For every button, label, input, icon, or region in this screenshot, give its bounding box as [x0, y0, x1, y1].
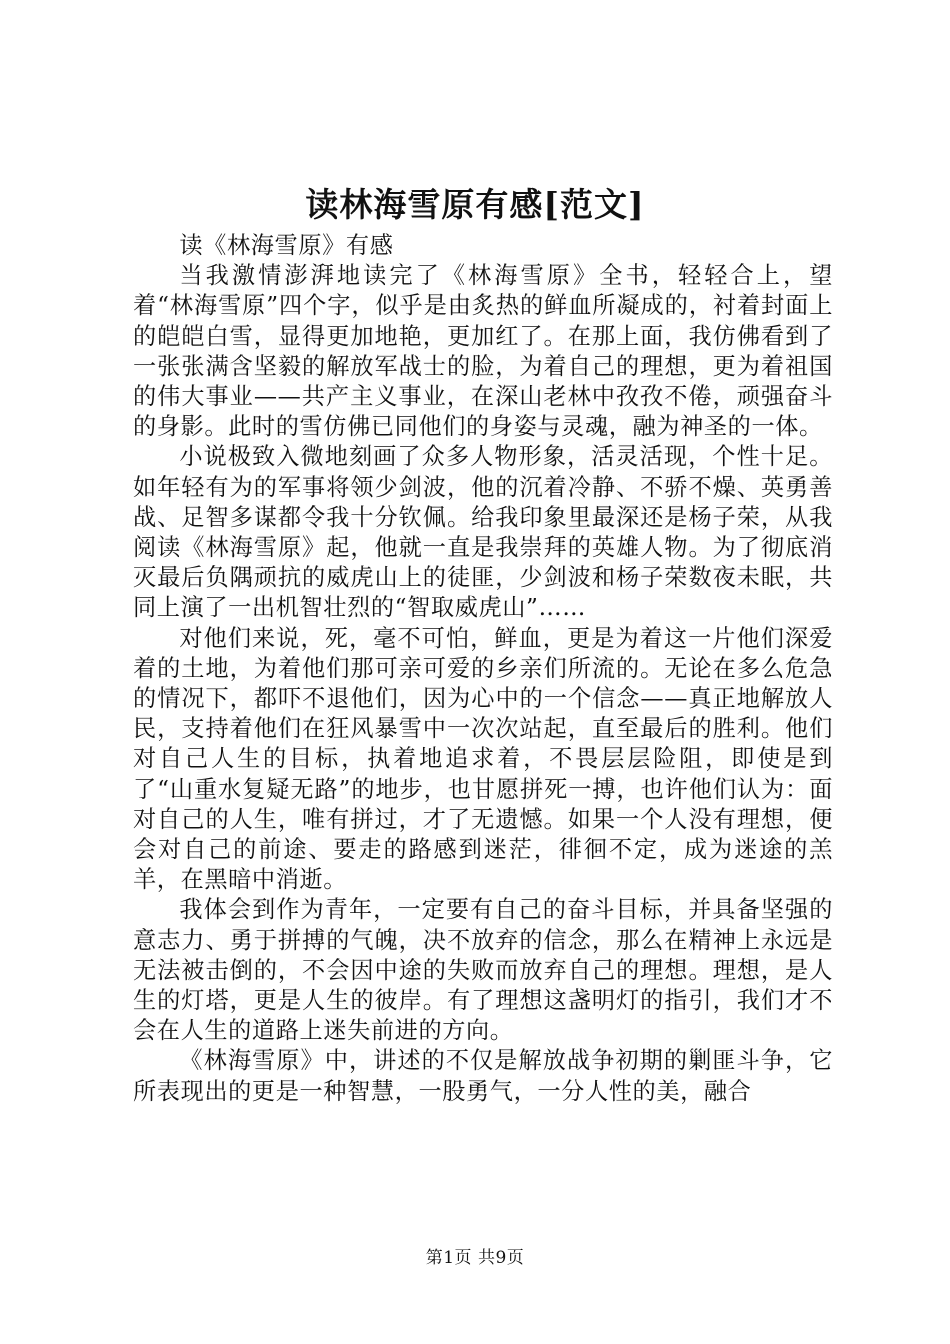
document-body — [133, 231, 833, 1107]
paragraph-5: 《林海雪原》中，讲述的不仅是解放战争初期的剿匪斗争，它所表现出的更是一种智慧，一股勇气，一分人性的美，融合 — [133, 1047, 833, 1105]
paragraph-3: 对他们来说，死，毫不可怕，鲜血，更是为着这一片他们深爱着的土地，为着他们那可亲可爱的乡亲们所流的。无论在多么危急的情况下，都吓不退他们，因为心中的一个信念——真正地解放人民，支持着他们在狂风暴雪中一次次站起，直至最后的胜利。他们对自己人生的目标，执着地追求着，不畏层层险阻，即使是到了“山重水复疑无路”的地步，也甘愿拼死一搏，也许他们认为：面对自己的人生，唯有拼过，才了无遗憾。如果一个人没有理想，便会对自己的前途、要走的路感到迷茫，徘徊不定，成为迷途的羔羊，在黑暗中消逝。 — [133, 624, 833, 894]
paragraph-2: 小说极致入微地刻画了众多人物形象，活灵活现，个性十足。如年轻有为的军事将领少剑波，他的沉着冷静、不骄不燥、英勇善战、足智多谋都令我十分钦佩。给我印象里最深还是杨子荣，从我阅读《林海雪原》起，他就一直是我崇拜的英雄人物。为了彻底消灭最后负隅顽抗的威虎山上的徒匪，少剑波和杨子荣数夜未眠，共同上演了一出机智壮烈的“智取威虎山”…… — [133, 443, 833, 622]
document-title: 读林海雪原有感[范文] — [305, 185, 645, 224]
paragraph-4: 我体会到作为青年，一定要有自己的奋斗目标，并具备坚强的意志力、勇于拼搏的气魄，决不放弃的信念，那么在精神上永远是无法被击倒的，不会因中途的失败而放弃自己的理想。理想，是人生的灯塔，更是人生的彼岸。有了理想这盏明灯的指引，我们才不会在人生的道路上迷失前进的方向。 — [133, 896, 833, 1045]
page-footer: 第1页 共9页 — [425, 1248, 525, 1268]
paragraph-1: 当我激情澎湃地读完了《林海雪原》全书，轻轻合上，望着“林海雪原”四个字，似乎是由炙热的鲜血所凝成的，衬着封面上的皑皑白雪，显得更加地艳，更加红了。在那上面，我仿佛看到了一张张满含坚毅的解放军战士的脸，为着自己的理想，更为着祖国的伟大事业——共产主义事业，在深山老林中孜孜不倦，顽强奋斗的身影。此时的雪仿佛已同他们的身姿与灵魂，融为神圣的一体。 — [133, 262, 833, 441]
document-subtitle: 读《林海雪原》有感 — [179, 232, 394, 259]
